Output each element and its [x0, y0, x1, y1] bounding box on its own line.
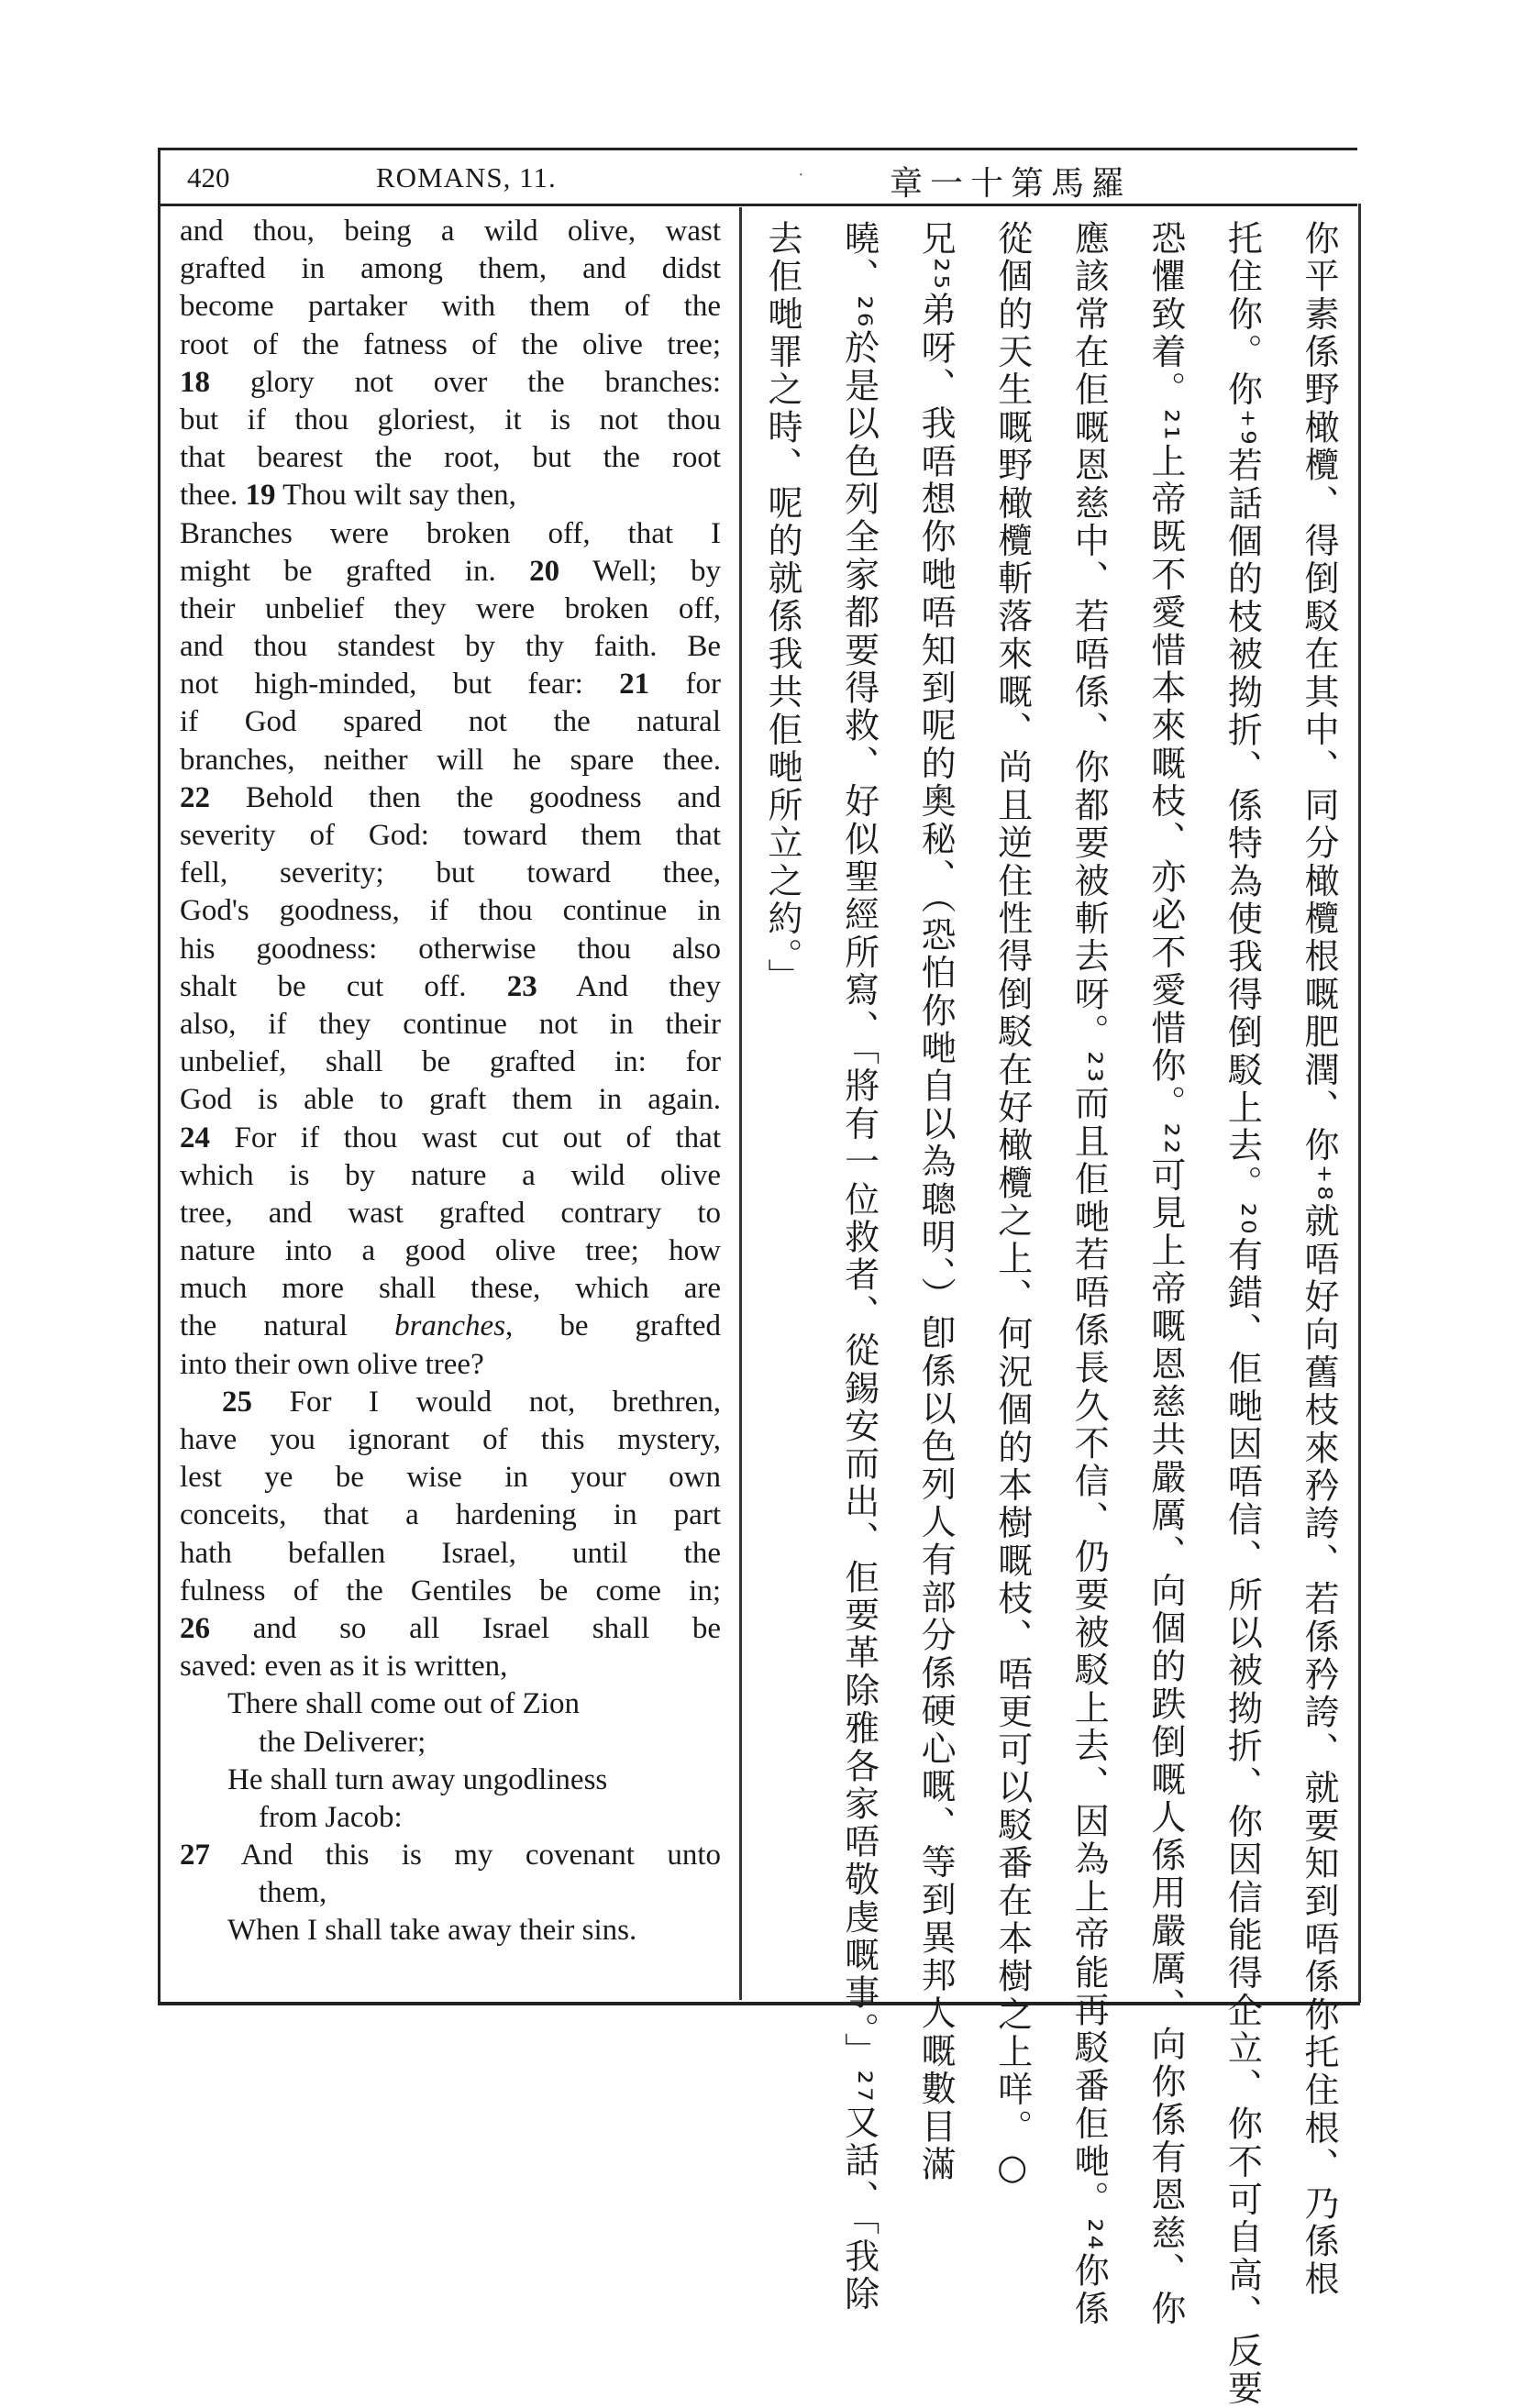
text-line: [180, 477, 721, 514]
verse-text: Behold then the goodness and: [210, 780, 721, 814]
verse-text: that bearest the root, but the root: [180, 441, 721, 475]
verse-text: tree, and wast grafted contrary to: [180, 1196, 721, 1230]
text-line: [180, 1762, 721, 1799]
verse-text: thee.: [180, 479, 246, 513]
verse-text: have you ignorant of this mystery,: [180, 1423, 721, 1456]
verse-text: but if thou gloriest, it is not thou: [180, 403, 721, 436]
english-text-column: [180, 213, 721, 1950]
text-line: [180, 1232, 721, 1270]
text-line: [180, 213, 721, 250]
verse-text: and thou, being a wild olive, wast: [180, 215, 721, 248]
verse-text: There shall come out of Zion: [227, 1687, 580, 1721]
verse-text: for: [649, 668, 722, 701]
verse-text: them,: [259, 1876, 327, 1910]
text-line: [180, 402, 721, 439]
text-line: [180, 1346, 721, 1384]
verse-text: into their own olive tree?: [180, 1347, 484, 1381]
text-line: [180, 591, 721, 628]
right-rule: [1358, 204, 1361, 2003]
verse-text: fell, severity; but toward thee,: [180, 856, 721, 890]
verse-text: lest ye be wise in your own: [180, 1461, 721, 1495]
column-divider: [739, 207, 742, 2000]
verse-number: 21: [619, 668, 650, 701]
verse-number: 22: [180, 780, 210, 814]
verse-text: God's goodness, if thou continue in: [180, 894, 721, 928]
verse-text: much more shall these, which are: [180, 1272, 721, 1306]
chinese-column: 你平素係野橄欖、得倒駁在其中、同分橄欖根嘅肥潤、你⁺⁸就唔好向舊枝來矜誇、若係矜誇、就要知到唔係你托住根、乃係根: [1298, 220, 1339, 2299]
text-line: [180, 326, 721, 364]
italic-word: branches: [394, 1309, 506, 1343]
verse-text: severity of God: toward them that: [180, 819, 721, 852]
text-line: [180, 1685, 721, 1723]
text-line: [180, 1837, 721, 1874]
verse-text: also, if they continue not in their: [180, 1007, 721, 1041]
verse-number: 25: [222, 1385, 252, 1419]
text-line: [180, 553, 721, 591]
text-line: [180, 288, 721, 326]
text-line: [180, 855, 721, 892]
verse-text: unbelief, shall be grafted in: for: [180, 1045, 721, 1079]
page-header: [165, 156, 1353, 202]
text-line: [180, 817, 721, 855]
text-line: [180, 931, 721, 968]
verse-text: God is able to graft them in again.: [180, 1083, 721, 1117]
verse-text: saved: even as it is written,: [180, 1650, 508, 1684]
verse-text: and so all Israel shall be: [210, 1611, 721, 1645]
text-line: [180, 628, 721, 666]
verse-text: When I shall take away their sins.: [227, 1914, 637, 1948]
verse-text: become partaker with them of the: [180, 290, 721, 324]
text-line: [180, 1006, 721, 1044]
verse-text: which is by nature a wild olive: [180, 1158, 721, 1192]
text-line: [180, 1497, 721, 1534]
text-line: [180, 1195, 721, 1232]
chinese-text-column: [750, 220, 1351, 2408]
verse-text: Thou wilt say then,: [275, 479, 516, 513]
text-line: [180, 1384, 721, 1421]
verse-text: For if thou wast cut out of that: [210, 1121, 721, 1154]
text-line: [180, 1081, 721, 1119]
verse-number: 19: [245, 479, 276, 513]
verse-text: hath befallen Israel, until the: [180, 1536, 721, 1570]
verse-text: their unbelief they were broken off,: [180, 591, 721, 625]
verse-text: the natural: [180, 1309, 395, 1343]
text-line: [180, 703, 721, 741]
text-line: [180, 439, 721, 477]
verse-text: fulness of the Gentiles be come in;: [180, 1574, 721, 1607]
verse-number: 23: [506, 969, 537, 1003]
verse-text: glory not over the branches:: [210, 365, 721, 399]
chinese-column: 應該常在佢嘅恩慈中、若唔係、你都要被斬去呀。²³而且佢哋若唔係長久不信、仍要被駁上去、因為上帝能再駁番佢哋。²⁴你係: [1068, 220, 1110, 2328]
verse-text: if God spared not the natural: [180, 705, 721, 739]
verse-text: from Jacob:: [259, 1800, 403, 1834]
verse-number: 18: [180, 365, 210, 399]
verse-text: not high-minded, but fear:: [180, 668, 620, 701]
text-line: [180, 968, 721, 1006]
text-line: [180, 1724, 721, 1762]
text-line: [180, 364, 721, 402]
verse-number: 26: [180, 1611, 210, 1645]
chinese-running-title: 章一十第馬羅: [890, 165, 1133, 203]
verse-text: nature into a good olive tree; how: [180, 1234, 721, 1268]
verse-text: root of the fatness of the olive tree;: [180, 327, 721, 361]
text-line: [180, 1648, 721, 1685]
text-line: [180, 1308, 721, 1345]
verse-text: grafted in among them, and didst: [180, 252, 721, 286]
page-number: 420: [187, 161, 230, 193]
verse-text: and thou standest by thy faith. Be: [180, 630, 721, 664]
verse-text: And this is my covenant unto: [210, 1839, 721, 1872]
text-line: [180, 1874, 721, 1912]
verse-text: branches, neither will he spare thee.: [180, 743, 721, 777]
text-line: [180, 779, 721, 817]
verse-text: conceits, that a hardening in part: [180, 1498, 721, 1532]
text-line: [180, 250, 721, 288]
text-line: [180, 1270, 721, 1308]
text-line: [180, 1120, 721, 1157]
verse-text: For I would not, brethren,: [252, 1385, 721, 1419]
chinese-column: 去佢哋罪之時、呢的就係我共佢哋所立之約。」: [762, 220, 802, 997]
verse-number: 24: [180, 1121, 210, 1154]
verse-number: 27: [180, 1839, 210, 1872]
verse-text: shalt be cut off.: [180, 969, 507, 1003]
text-line: [180, 892, 721, 930]
header-rule: [158, 204, 1357, 206]
text-line: [180, 666, 721, 703]
text-line: [180, 1912, 721, 1950]
chinese-column: 托住你。你⁺⁹若話個的枝被拗折、係特為使我得倒駁上去。²⁰有錯、佢哋因唔信、所以被拗折、你因信能得企立、你不可自高、反要: [1222, 220, 1263, 2408]
verse-text: his goodness: otherwise thou also: [180, 932, 721, 966]
text-line: [180, 515, 721, 553]
text-line: [180, 1157, 721, 1195]
text-line: [180, 1573, 721, 1610]
verse-text: Well; by: [559, 554, 722, 588]
verse-text: , be grafted: [505, 1309, 722, 1343]
text-line: [180, 1459, 721, 1497]
verse-text: And they: [537, 969, 722, 1003]
verse-text: the Deliverer;: [259, 1725, 426, 1759]
text-line: [180, 1535, 721, 1573]
chinese-column: 從個的天生嘅野橄欖斬落來嘅、尚且逆住性得倒駁在好橄欖之上、何況個的本樹嘅枝、唔更可以駁番在本樹之上咩。○: [991, 220, 1033, 2191]
text-line: [180, 1421, 721, 1459]
verse-text: He shall turn away ungodliness: [227, 1762, 608, 1796]
verse-text: Branches were broken off, that I: [180, 516, 721, 550]
verse-number: 20: [529, 554, 560, 588]
running-title: ROMANS, 11.: [376, 161, 557, 193]
chinese-column: 兄²⁵弟呀、我唔想你哋唔知到呢的奧秘、（恐怕你哋自以為聰明、）卽係以色列人有部分係硬心嘅、等到異邦人嘅數目滿: [915, 220, 957, 2184]
verse-text: might be grafted in.: [180, 554, 530, 588]
chinese-column: 恐懼致着。²¹上帝既不愛惜本來嘅枝、亦必不愛惜你。²²可見上帝嘅恩慈共嚴厲、向個的跌倒嘅人係用嚴厲、向你係有恩慈、你: [1145, 220, 1186, 2328]
text-line: [180, 1610, 721, 1648]
text-line: [180, 1799, 721, 1837]
text-line: [180, 1044, 721, 1081]
header-separator: ·: [798, 165, 804, 185]
chinese-column: 曉、²⁶於是以色列全家都要得救、好似聖經所寫、「將有一位救者、從錫安而出、佢要革除雅各家唔敬虔嘅事。」²⁷又話、「我除: [838, 220, 880, 2314]
text-line: [180, 742, 721, 779]
